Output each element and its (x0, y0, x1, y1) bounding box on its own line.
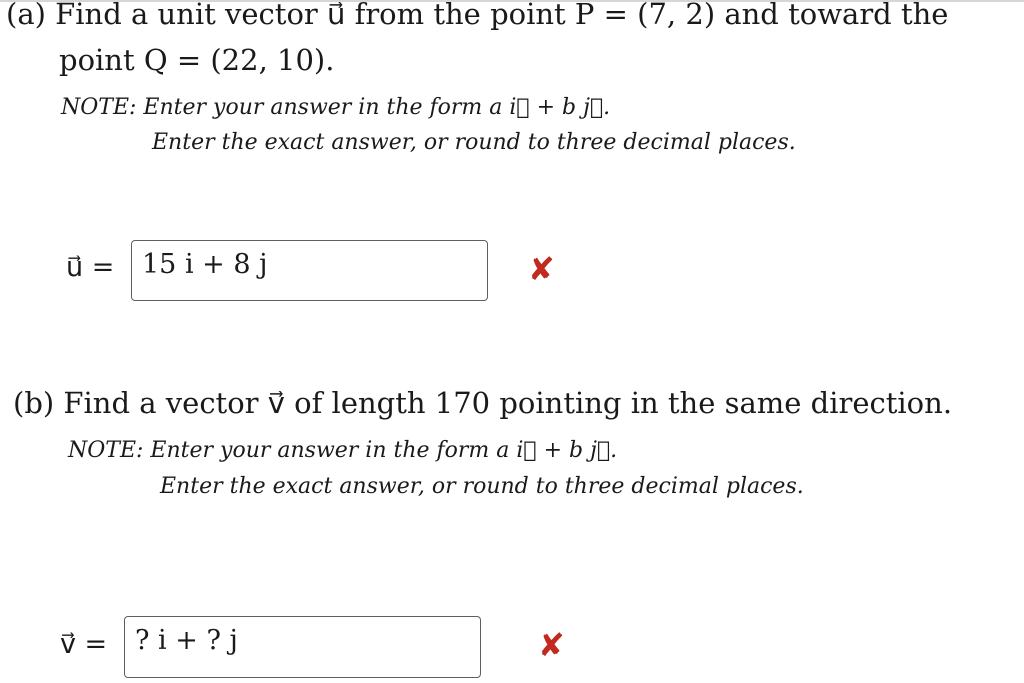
part-b-answer-input[interactable]: ? i + ? j (124, 616, 481, 678)
part-a-question-line1: (a) Find a unit vector u⃗ from the point P = (7, 2) and toward the (6, 0, 949, 31)
part-a-question-line2: point Q = (22, 10). (59, 43, 335, 77)
part-a-answer-input[interactable]: 15 i + 8 j (131, 240, 488, 301)
part-b-note-line2: Enter the exact answer, or round to three decimal places. (160, 474, 804, 499)
x-mark-icon: ✘ (538, 626, 565, 664)
part-b-question-line1: (b) Find a vector v⃗ of length 170 pointing in the same direction. (13, 386, 953, 420)
part-a-answer-label: u⃗ = (66, 252, 115, 283)
part-a-note-line2: Enter the exact answer, or round to three decimal places. (152, 130, 796, 155)
part-b-answer-label: v⃗ = (60, 629, 108, 660)
part-a-note-line1: NOTE: Enter your answer in the form a i⃗ + b j⃗. (61, 95, 611, 120)
part-b-note-line1: NOTE: Enter your answer in the form a i⃗ + b j⃗. (68, 438, 618, 463)
x-mark-icon: ✘ (528, 250, 555, 288)
